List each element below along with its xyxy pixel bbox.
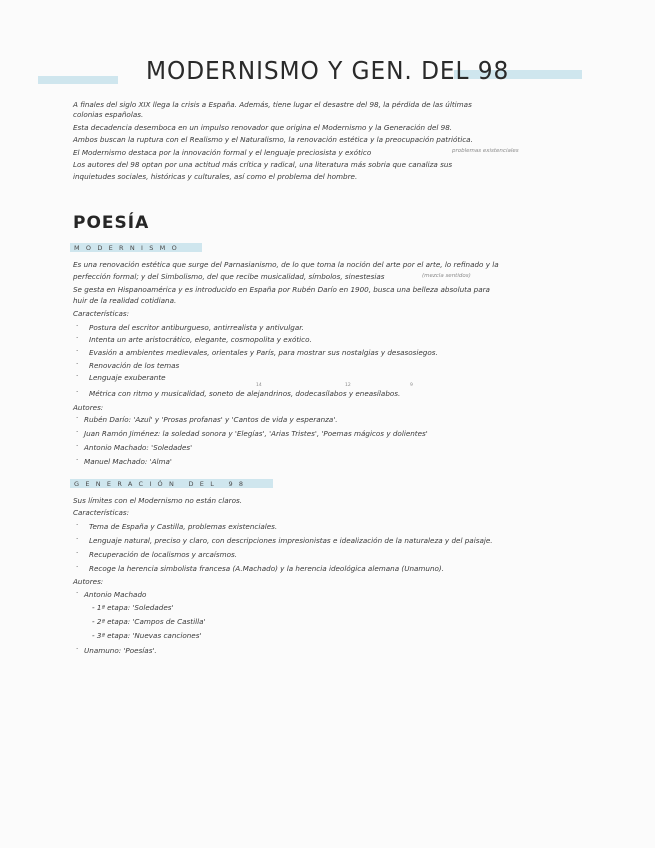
modernismo-line: Se gesta en Hispanoamérica y es introducido en España por Rubén Darío en 1900, busca una belleza absoluta para bbox=[73, 285, 490, 294]
bullet-dot: · bbox=[76, 322, 79, 330]
autor-item: Rubén Darío: 'Azul' y 'Prosas profanas' y 'Cantos de vida y esperanza'. bbox=[84, 415, 338, 424]
etapa-item: - 2ª etapa: 'Campos de Castilla' bbox=[92, 617, 206, 626]
list-item: Intenta un arte aristocrático, elegante, cosmopolita y exótico. bbox=[89, 335, 312, 344]
intro-line: inquietudes sociales, históricas y culturales, así como el problema del hombre. bbox=[73, 172, 358, 181]
list-item: Tema de España y Castilla, problemas existenciales. bbox=[89, 522, 278, 531]
autor-item: Manuel Machado: 'Alma' bbox=[84, 457, 172, 466]
list-item: Postura del escritor antiburgueso, antirrealista y antivulgar. bbox=[89, 323, 304, 332]
metric-number: 12 bbox=[345, 383, 351, 388]
list-item: Recuperación de localismos y arcaísmos. bbox=[89, 550, 238, 559]
bullet-dot: · bbox=[76, 535, 79, 543]
generacion-line: Sus límites con el Modernismo no están claros. bbox=[73, 496, 243, 505]
bullet-dot: · bbox=[76, 347, 79, 355]
autores-label: Autores: bbox=[73, 577, 104, 586]
etapa-label: 3ª etapa: 'Nuevas canciones' bbox=[96, 631, 202, 640]
autor-item: Antonio Machado bbox=[84, 590, 147, 599]
bullet-dot: · bbox=[76, 428, 79, 436]
autor-item: Unamuno: 'Poesías'. bbox=[84, 646, 157, 655]
decorative-highlight-bar bbox=[38, 76, 118, 84]
autor-item: Antonio Machado: 'Soledades' bbox=[84, 443, 193, 452]
intro-line: Los autores del 98 optan por una actitud más crítica y radical, una literatura más sobria que canaliza sus bbox=[73, 160, 453, 169]
caracteristicas-label: Características: bbox=[73, 508, 130, 517]
list-item: Lenguaje exuberante bbox=[89, 373, 166, 382]
bullet-dot: · bbox=[76, 360, 79, 368]
etapa-item: - 1ª etapa: 'Soledades' bbox=[92, 603, 174, 612]
intro-line: Esta decadencia desemboca en un impulso renovador que origina el Modernismo y la Generación del 98. bbox=[73, 123, 453, 132]
subsection-label-generacion: GENERACIÓN DEL 98 bbox=[74, 480, 250, 488]
list-item: Evasión a ambientes medievales, orientales y París, para mostrar sus nostalgias y desasosiegos. bbox=[89, 348, 438, 357]
bullet-dot: · bbox=[76, 414, 79, 422]
bullet-dot: · bbox=[76, 388, 79, 396]
list-item: Métrica con ritmo y musicalidad, soneto de alejandrinos, dodecasílabos y eneasílabos. bbox=[89, 389, 401, 398]
etapa-item: - 3ª etapa: 'Nuevas canciones' bbox=[92, 631, 202, 640]
intro-line: El Modernismo destaca por la innovación formal y el lenguaje preciosista y exótico bbox=[73, 148, 372, 157]
modernismo-line: Es una renovación estética que surge del Parnasianismo, de lo que toma la noción del arte por el arte, lo refinado y la bbox=[73, 260, 499, 269]
bullet-dot: · bbox=[76, 442, 79, 450]
bullet-dot: · bbox=[76, 334, 79, 342]
bullet-dot: · bbox=[76, 456, 79, 464]
etapa-label: 2ª etapa: 'Campos de Castilla' bbox=[96, 617, 206, 626]
etapa-label: 1ª etapa: 'Soledades' bbox=[96, 603, 174, 612]
intro-line: colonias españolas. bbox=[73, 110, 144, 119]
modernismo-line: huir de la realidad cotidiana. bbox=[73, 296, 177, 305]
margin-note: (mezcla sentidos) bbox=[422, 273, 471, 279]
bullet-dot: · bbox=[76, 549, 79, 557]
bullet-dot: · bbox=[76, 645, 79, 653]
margin-note: problemas existenciales bbox=[452, 148, 519, 154]
section-heading-poesia: POESÍA bbox=[73, 213, 150, 233]
intro-line: Ambos buscan la ruptura con el Realismo y el Naturalismo, la renovación estética y la preocupación patriótica. bbox=[73, 135, 473, 144]
caracteristicas-label: Características: bbox=[73, 309, 130, 318]
list-item: Lenguaje natural, preciso y claro, con descripciones impresionistas e idealización de la naturaleza y del paisaje. bbox=[89, 536, 493, 545]
metric-number: 14 bbox=[256, 383, 262, 388]
list-item: Recoge la herencia simbolista francesa (A.Machado) y la herencia ideológica alemana (Unamuno). bbox=[89, 564, 445, 573]
autores-label: Autores: bbox=[73, 403, 104, 412]
bullet-dot: · bbox=[76, 563, 79, 571]
bullet-dot: · bbox=[76, 589, 79, 597]
bullet-dot: · bbox=[76, 372, 79, 380]
page-title: MODERNISMO Y GEN. DEL 98 bbox=[146, 56, 510, 85]
modernismo-line: perfección formal; y del Simbolismo, del que recibe musicalidad, símbolos, sinestesias bbox=[73, 272, 385, 281]
intro-line: A finales del siglo XIX llega la crisis a España. Además, tiene lugar el desastre del 98, la pérdida de las últimas bbox=[73, 100, 472, 109]
subsection-label-modernismo: MODERNISMO bbox=[74, 244, 183, 252]
autor-item: Juan Ramón Jiménez: la soledad sonora y 'Elegías', 'Arias Tristes', 'Poemas mágicos y dolientes' bbox=[84, 429, 428, 438]
bullet-dot: · bbox=[76, 521, 79, 529]
metric-number: 9 bbox=[410, 383, 413, 388]
list-item: Renovación de los temas bbox=[89, 361, 180, 370]
